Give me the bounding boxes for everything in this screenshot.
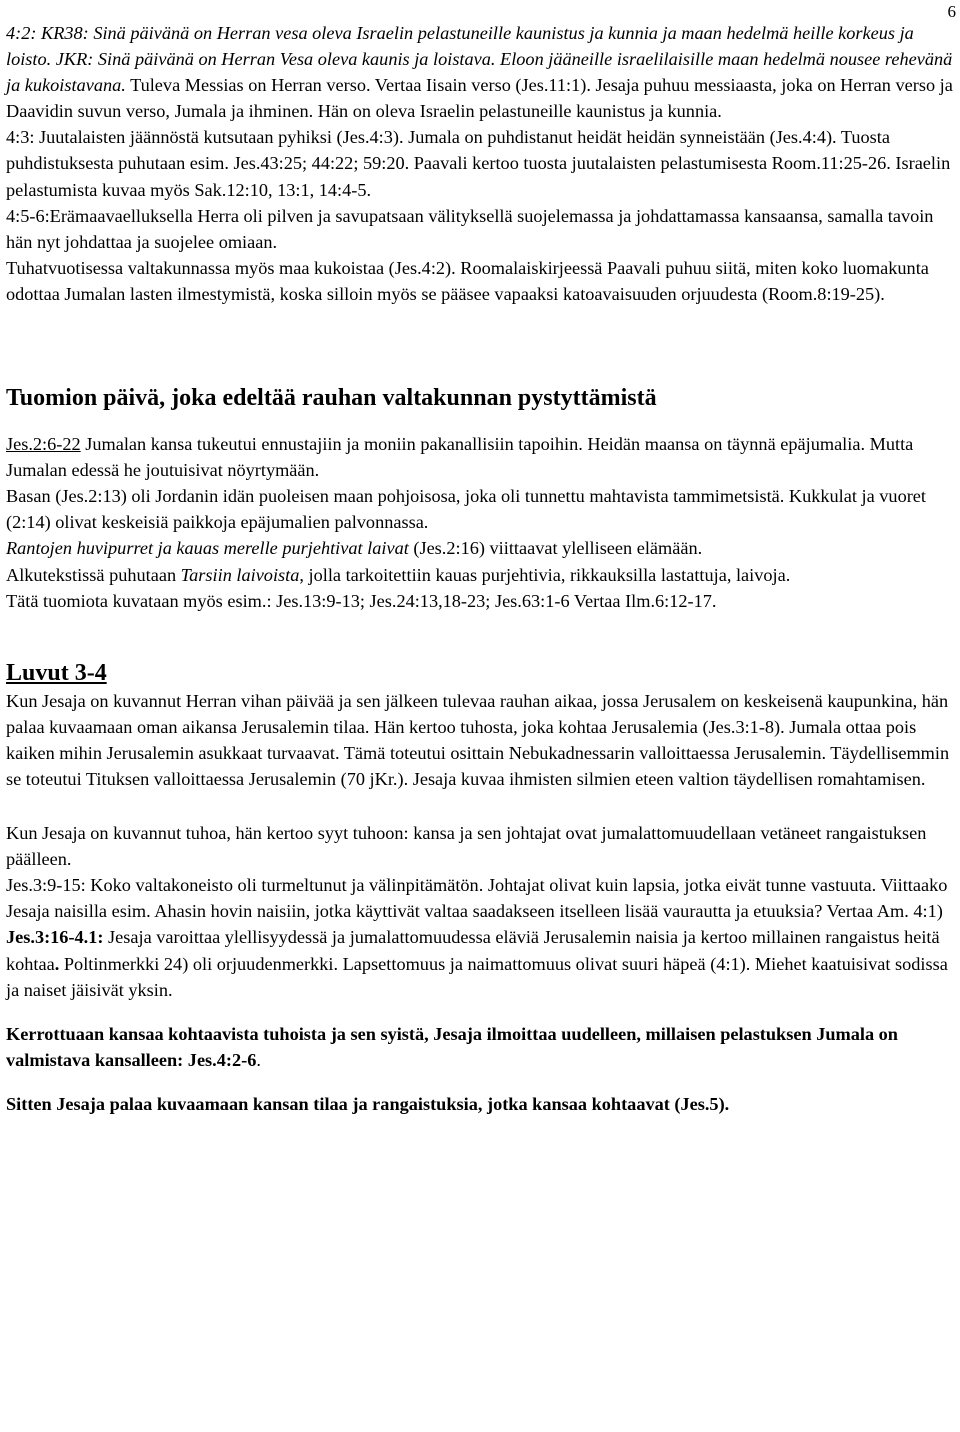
paragraph-text: . bbox=[256, 1049, 261, 1070]
paragraph-millennium: Tuhatvuotisessa valtakunnassa myös maa kukoistaa (Jes.4:2). Roomalaiskirjeessä Paavali puhuu siitä, miten koko luomakunta odottaa Jumalan lasten ilmestymistä, koska silloin myös se pääsee vapaaksi katoavaisuuden orjuudesta (Room.8:19-25). bbox=[6, 257, 929, 304]
paragraph-closing: Sitten Jesaja palaa kuvaamaan kansan tilaa ja rangaistuksia, jotka kansaa kohtaavat (Jes.5). bbox=[6, 1093, 730, 1114]
section-heading-judgment-day: Tuomion päivä, joka edeltää rauhan valtakunnan pystyttämistä bbox=[6, 385, 657, 412]
paragraph-italic-quote: 4:2: KR38: Sinä päivänä on Herran vesa oleva Israelin pelastuneille kaunistus ja kunnia ja maan hedelmä heille korkeus ja loisto. JKR: Sinä päivänä on Herran Vesa oleva kaunis ja loistava. Eloon jääneille israelilaisille maan hedelmä nousee rehevänä ja kukoistavana. bbox=[6, 23, 953, 96]
paragraph-bold-period: . bbox=[54, 953, 60, 974]
paragraph-basan: Basan (Jes.2:13) oli Jordanin idän puoleisen maan pohjoisosa, joka oli tunnettu mahtavista tammimetsistä. Kukkulat ja vuoret (2:14) olivat keskeisiä paikkoja epäjumalien palvonnassa. bbox=[6, 486, 926, 533]
paragraph-text: (Jes.2:16) viittaavat ylelliseen elämään. bbox=[408, 538, 703, 559]
section-heading-chapters-3-4: Luvut 3-4 bbox=[6, 659, 107, 686]
paragraph-jes-4-5-6: 4:5-6:Erämaavaelluksella Herra oli pilven ja savupatsaan välityksellä suojelemassa ja johdattamassa kansaansa, samalla tavoin hän nyt johdattaa ja suojelee omiaan. bbox=[6, 205, 934, 252]
paragraph-judgment-refs: Tätä tuomiota kuvataan myös esim.: Jes.13:9-13; Jes.24:13,18-23; Jes.63:1-6 Vertaa Ilm.6:12-17. bbox=[6, 590, 717, 611]
paragraph-bold-text: Kerrottuaan kansaa kohtaavista tuhoista ja sen syistä, Jesaja ilmoittaa uudelleen, millaisen pelastuksen Jumala on valmistava kansalleen: Jes.4:2-6 bbox=[6, 1023, 898, 1070]
paragraph-italic-term: Tarsiin laivoista bbox=[180, 564, 300, 585]
paragraph-text: Jumalan kansa tukeutui ennustajiin ja moniin pakanallisiin tapoihin. Heidän maansa on täynnä epäjumalia. Mutta Jumalan edessä he joutuisivat nöyrtymään. bbox=[6, 434, 914, 481]
paragraph-spacer bbox=[6, 1073, 956, 1091]
paragraph-jes-3-9-15: Jes.3:9-15: Koko valtakoneisto oli turmeltunut ja välinpitämätön. Johtajat olivat kuin lapsia, jotka eivät tunne vastuuta. Viittaako Jesaja naisilla esim. Ahasin hovin naisiin, jotka käyttivät valtaa saadakseen itselleen lisää vaurautta ja etuuksia? Vertaa Am. 4:1) bbox=[6, 875, 948, 922]
page-content bbox=[6, 20, 956, 1117]
paragraph-spacer bbox=[6, 1003, 956, 1021]
paragraph-text: Alkutekstissä puhutaan bbox=[6, 564, 181, 585]
paragraph-chapters-intro: Kun Jesaja on kuvannut Herran vihan päivää ja sen jälkeen tulevaa rauhan aikaa, jossa Jerusalem on keskeisenä kaupunkina, hän palaa kuvaamaan oman aikansa Jerusalemin tilaa. Hän kertoo tuhosta, joka kohtaa Jerusalemia (Jes.3:1-8). Jumala ottaa pois kaiken mihin Jerusalemin asukkaat turvaavat. Tämä toteutui osittain Nebukadnessarin valloittaessa Jerusalemin. Täydellisemmin se toteutui Tituksen valloittaessa Jerusalemin (70 jKr.). Jesaja kuvaa ihmisten silmien eteen valtion täydellisen romahtamisen. bbox=[6, 690, 950, 789]
paragraph-salvation-summary bbox=[6, 1021, 956, 1073]
paragraph-text: , jolla tarkoitettiin kauas purjehtivia, rikkauksilla lastattuja, laivoja. bbox=[299, 564, 791, 585]
paragraph-ships bbox=[6, 535, 956, 561]
paragraph-causes: Kun Jesaja on kuvannut tuhoa, hän kertoo syyt tuhoon: kansa ja sen johtajat ovat jumalattomuudellaan vetäneet rangaistuksen päälleen. bbox=[6, 823, 927, 870]
paragraph-text: Tuleva Messias on Herran verso. Vertaa Iisain verso (Jes.11:1). Jesaja puhuu messiaasta, joka on Herran verso ja Daavidin suvun verso, Jumala ja ihminen. Hän on oleva Israelin pelastuneille kaunistus ja kunnia. bbox=[6, 75, 953, 122]
paragraph-text: Poltinmerkki 24) oli orjuudenmerkki. Lapsettomuus ja naimattomuus olivat suuri häpeä (4:1). Miehet kaatuisivat sodissa ja naiset jäisivät yksin. bbox=[6, 953, 948, 1000]
page-number: 6 bbox=[947, 2, 956, 21]
paragraph-jes-4-3: 4:3: Juutalaisten jäännöstä kutsutaan pyhiksi (Jes.4:3). Jumala on puhdistanut heidät heidän synneistään (Jes.4:4). Tuosta puhdistuksesta puhutaan esim. Jes.43:25; 44:22; 59:20. Paavali kertoo tuosta juutalaisten pelastumisesta Room.11:25-26. Israelin pelastumista kuvaa myös Sak.12:10, 13:1, 14:4-5. bbox=[6, 127, 951, 200]
scripture-reference: Jes.3:16-4.1: bbox=[6, 927, 104, 948]
paragraph-jes-3-16 bbox=[6, 924, 956, 1002]
scripture-reference: Jes.2:6-22 bbox=[6, 434, 81, 455]
paragraph-tarshish bbox=[6, 562, 956, 588]
paragraph-spacer bbox=[6, 792, 956, 820]
paragraph-italic-quote: Rantojen huvipurret ja kauas merelle purjehtivat laivat bbox=[6, 538, 409, 559]
paragraph-text: Jesaja varoittaa ylellisyydessä ja jumalattomuudessa eläviä Jerusalemin naisia ja kertoo millainen rangaistus heitä kohtaa bbox=[6, 927, 940, 974]
paragraph-jes-2-6-22 bbox=[6, 431, 956, 483]
paragraph-jes-4-2 bbox=[6, 20, 956, 124]
